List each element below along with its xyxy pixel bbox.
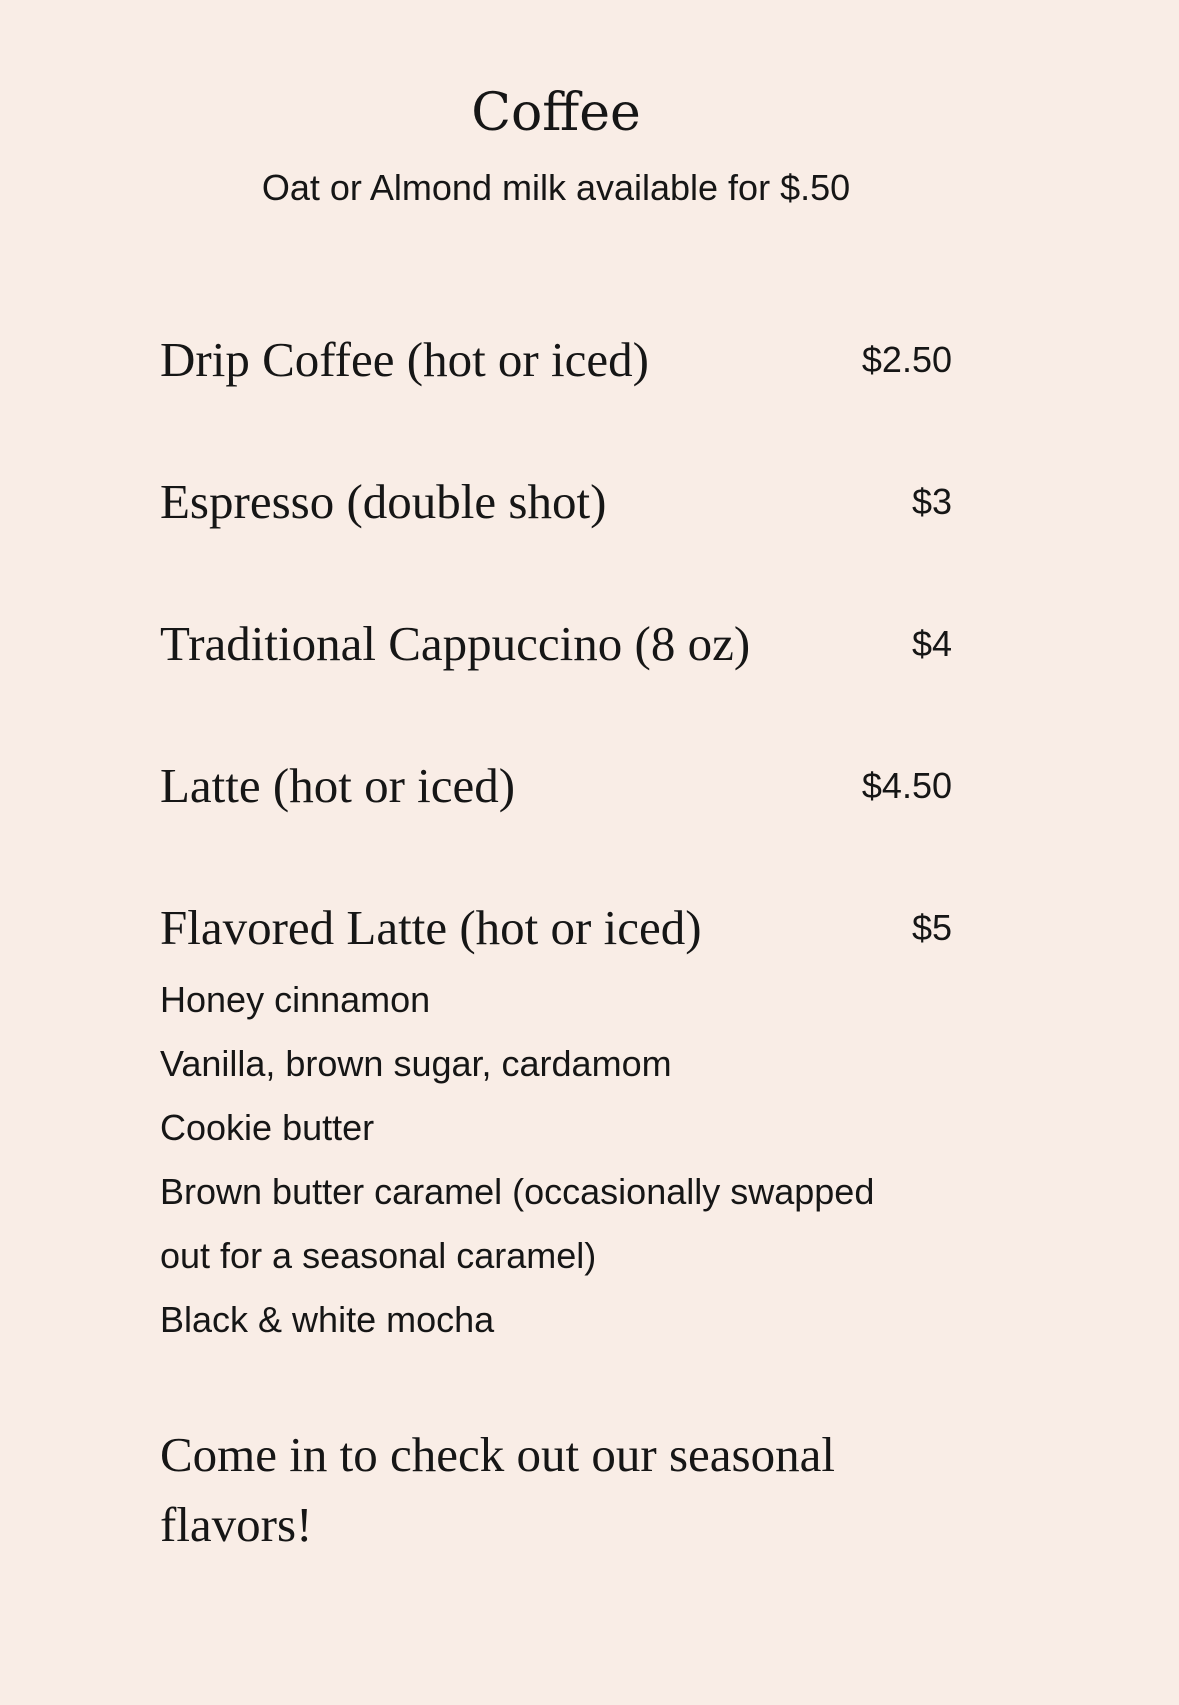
item-price: $4 bbox=[911, 623, 952, 664]
item-name: Traditional Cappuccino (8 oz) bbox=[160, 616, 751, 671]
item-name: Drip Coffee (hot or iced) bbox=[160, 332, 649, 387]
flavor-item: Honey cinnamon bbox=[160, 979, 431, 1020]
flavor-item: Black & white mocha bbox=[160, 1299, 495, 1340]
menu-item-espresso bbox=[160, 472, 952, 532]
item-price: $2.50 bbox=[861, 339, 952, 380]
item-price: $3 bbox=[911, 481, 952, 522]
item-price: $4.50 bbox=[861, 765, 952, 806]
flavor-item: Cookie butter bbox=[160, 1107, 375, 1148]
menu-item-latte bbox=[160, 756, 952, 816]
flavor-item: Vanilla, brown sugar, cardamom bbox=[160, 1043, 672, 1084]
item-price: $5 bbox=[911, 907, 952, 948]
menu-item-flavored-latte bbox=[160, 898, 952, 958]
item-name: Espresso (double shot) bbox=[160, 474, 607, 529]
item-name: Latte (hot or iced) bbox=[160, 758, 516, 813]
menu-item-cappuccino bbox=[160, 614, 952, 674]
menu-item-drip-coffee bbox=[160, 330, 952, 390]
flavor-list bbox=[160, 968, 920, 1352]
flavor-item: Brown butter caramel (occasionally swapped out for a seasonal caramel) bbox=[160, 1171, 875, 1276]
item-name: Flavored Latte (hot or iced) bbox=[160, 900, 702, 955]
seasonal-note: Come in to check out our seasonal flavors! bbox=[160, 1427, 835, 1552]
milk-note: Oat or Almond milk available for $.50 bbox=[261, 167, 851, 208]
section-title: Coffee bbox=[471, 83, 641, 143]
